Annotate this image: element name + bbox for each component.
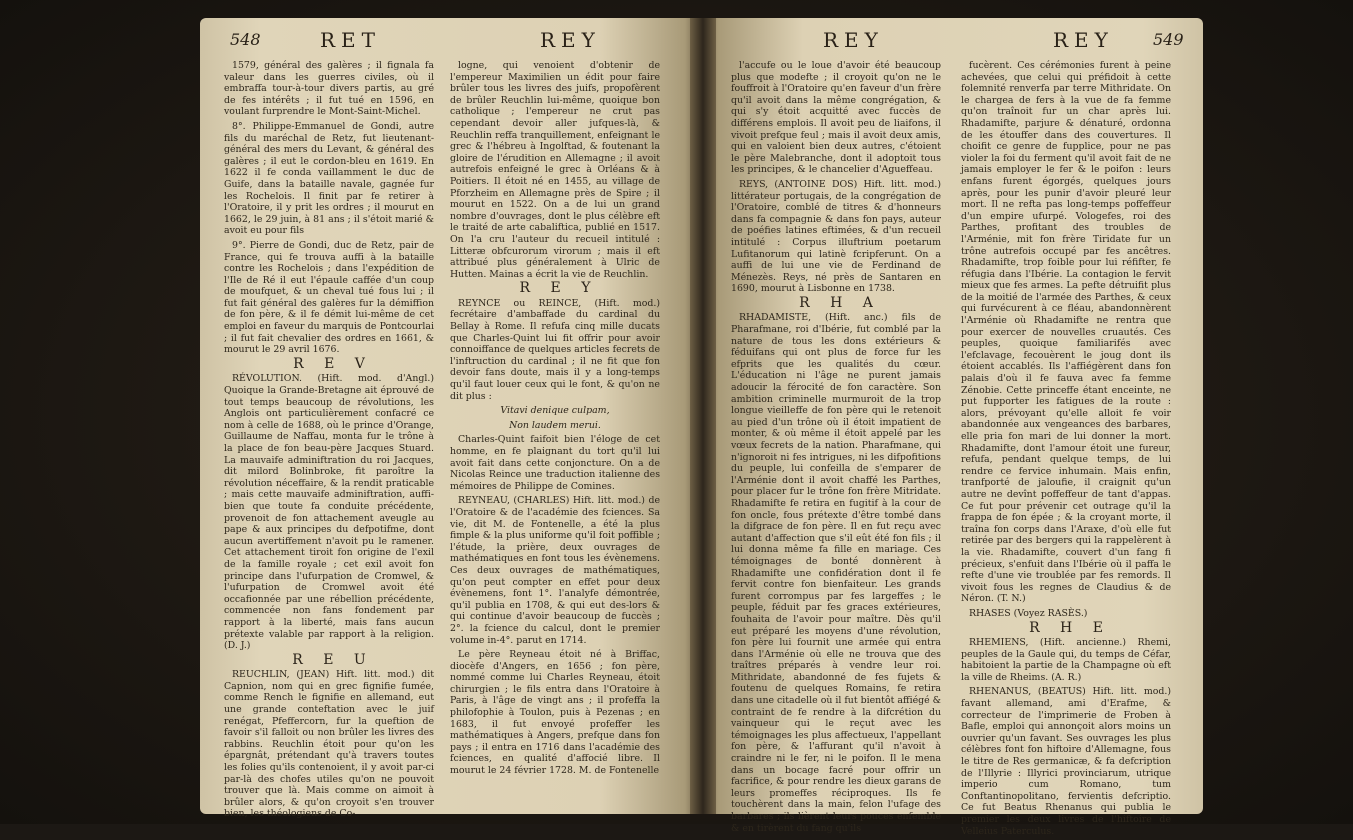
section-heading: R H A <box>799 294 881 311</box>
paragraph: RHEMIENS, (Hift. ancienne.) Rhemi, peuples de la Gaule qui, du temps de Céfar, habitoient la partie de la Champagne où eft la ville de Rheims. (A. R.) <box>961 637 1171 683</box>
paragraph: REYNEAU, (CHARLES) Hift. litt. mod.) de l'Oratoire & de l'académie des fciences. Sa vie, dit M. de Fontenelle, a été la plus fimple & la plus uniforme qu'il foit poffible ; l'étude, la prière, deux ouvrages de mathématiques en font tous les évènemens. Ces deux ouvrages de mathématiques, qu'on peut compter en effet pour deux évènemens, font 1°. l'analyfe démontrée, qu'il publia en 1708, & qui eut des-lors & qui continue d'avoir beaucoup de fuccès ; 2°. la fcience du calcul, dont le premier volume in-4°. parut en 1714. <box>450 495 660 646</box>
verse-line: Vitavi denique culpam, <box>500 405 610 417</box>
paragraph: RHENANUS, (BEATUS) Hift. litt. mod.) favant allemand, ami d'Erafme, & correcteur de l'imprimerie de Froben à Bafle, emploi qui annonçoit alors moins un ouvrier qu'un favant. Ses ouvrages les plus célèbres font fon hiftoire d'Allemagne, fous le titre de Res germanicæ, & fa defcription de l'Illyrie : Illyrici provinciarum, utrique imperio cum Romano, tum Conftantinopolitano, fervientis defcriptio. Ce fut Beatus Rhenanus qui publia le premier les deux livres de l'hiftoire de Velleius Paterculus. <box>961 686 1171 837</box>
section-heading: R E U <box>292 651 374 668</box>
running-head: REY <box>823 28 884 52</box>
verse-line: Non laudem merui. <box>509 419 601 431</box>
page-number: 549 <box>1153 30 1184 49</box>
paragraph: Charles-Quint faifoit bien l'éloge de cet homme, en fe plaignant du tort qu'il lui avoit fait dans cette conjoncture. On a de Nicolas Reince une traduction italienne des mémoires de Philippe de Comines. <box>450 434 660 492</box>
paragraph: REYNCE ou REINCE, (Hift. mod.) fecrétaire d'ambaffade du cardinal du Bellay à Rome. Il refufa cinq mille ducats que Charles-Quint lui fit offrir pour avoir connoiffance de quelques articles fecrets de l'inftruction du cardinal ; il ne fit que fon devoir fans doute, mais il y a long-temps qu'il faut louer ceux qui le font, & qu'on ne dit plus : <box>450 297 661 402</box>
text-column <box>224 60 434 823</box>
paragraph: 9°. Pierre de Gondi, duc de Retz, pair de France, qui fe trouva auffi à la bataille contre les Rochelois ; dans l'expédition de l'Ile de Ré il eut l'épaule caffée d'un coup de moufquet, & un cheval tué fous lui ; il fut fait général des galères fur la démiffion de fon père, & il fe démit lui-même de cet emploi en faveur du marquis de Pontcourlai ; il fut fait chevalier des ordres en 1661, & mourut le 29 avril 1676. <box>224 239 434 356</box>
paragraph: logne, qui venoient d'obtenir de l'empereur Maximilien un édit pour faire brûler tous les livres des juifs, propofèrent de brûler Reuchlin lui-même, quoique bon catholique ; l'empereur ne crut pas cependant devoir aller jufques-là, & Reuchlin reffa tranquillement, enfeignant le grec & l'hébreu à Ingolftad, & foutenant la gloire de l'érudition en Allemagne ; il avoit autrefois enfeigné le grec à Orléans & à Poitiers. Il étoit né en 1455, au village de Pforzheim en Allemagne près de Spire ; il mourut en 1522. On a de lui un grand nombre d'ouvrages, dont le plus célèbre eft le traité de arte cabaliftica, publié en 1517. On l'a cru l'auteur du recueil intitulé : Litteræ obfcurorum virorum ; mais il eft attribué plus généralement à Ulric de Hutten. Mainas a écrit la vie de Reuchlin. <box>450 60 660 280</box>
running-head: REY <box>540 28 601 52</box>
paragraph: 1579, général des galères ; il fignala fa valeur dans les guerres civiles, où il embraffa tour-à-tour divers partis, au gré de fes intérêts ; il fut tué en 1596, en voulant furprendre le Mont-Saint-Michel. <box>224 60 434 118</box>
paragraph: l'accufe ou le loue d'avoir été beaucoup plus que modefte ; il croyoit qu'on ne le fouffroit à l'Oratoire qu'en faveur d'un frère qu'il avoit dans la même congrégation, & qui s'y étoit acquitté avec fuccès de différens emplois. Il avoit peu de liaifons, il vivoit prefque feul ; mais il avoit deux amis, qui en valoient bien deux autres, c'étoient le père Malebranche, dont il adoptoit tous les principes, & le chancelier d'Agueffeau. <box>731 60 941 176</box>
page-number: 548 <box>230 30 261 49</box>
running-head: REY <box>1053 28 1114 52</box>
running-head: RET <box>320 28 381 52</box>
text-column <box>731 60 941 837</box>
right-page <box>703 18 1203 837</box>
paragraph: REYS, (ANTOINE DOS) Hift. litt. mod.) littérateur portugais, de la congrégation de l'Oratoire, comblé de titres & d'honneurs dans fa compagnie & dans fon pays, auteur de poéfies latines eftimées, & d'un recueil intitulé : Corpus illuftrium poetarum Lufitanorum qui latinè fcripferunt. On a auffi de lui une vie de Ferdinand de Ménezès. Reys, né près de Santaren en 1690, mourut à Lisbonne en 1738. <box>731 178 941 295</box>
book-gutter <box>690 18 716 814</box>
text-column <box>961 60 1171 840</box>
paragraph: REUCHLIN, (JEAN) Hift. litt. mod.) dit Capnion, nom qui en grec fignifie fumée, comme Rench le fignifie en allemand, eut une grande conteftation avec le juif renégat, Pfeffercorn, fur la queftion de favoir s'il falloit ou non brûler les livres des rabbins. Reuchlin étoit pour qu'on les épargnât, prétendant qu'à travers toutes les folies qu'ils contenoient, il y avoit par-ci par-là des chofes utiles qu'on ne pouvoit trouver que là. Mais comme on aimoit à brûler alors, & qu'on croyoit s'en trouver bien, les théologiens de Co- <box>224 669 434 820</box>
section-heading: R E Y <box>519 280 599 297</box>
section-heading: R E V <box>293 355 373 372</box>
paragraph: RHASES (Voyez RASÈS.) <box>969 607 1088 619</box>
left-page <box>200 18 700 820</box>
paragraph: RHADAMISTE, (Hift. anc.) fils de Pharafmane, roi d'Ibérie, fut comblé par la nature de tous les dons extérieurs & féduifans qui ont plus de force fur les efprits que les qualités du cœur. L'éducation ni l'âge ne purent jamais adoucir la férocité de fon caractère. Son ambition criminelle murmuroit de la trop longue vieilleffe de fon père qui le retenoit au pied d'un trône où il étoit impatient de monter, & où même il étoit appelé par les vœux fecrets de la nation. Pharafmane, qui n'ignoroit ni fes intrigues, ni les difpofitions du peuple, lui confeilla de s'emparer de l'Arménie dont il avoit chaffé les Parthes, pour placer fur le trône fon frère Mitridate. Rhadamifte fe retira en fugitif à la cour de fon oncle, fous prétexte d'être tombé dans la difgrace de fon père. Il en fut reçu avec autant d'affection que s'il eût été fon fils ; il lui donna même fa fille en mariage. Ces témoignages de bonté donnèrent à Rhadamifte une confidération dont il fe fervit contre fon bienfaiteur. Les grands furent corrompus par fes largeffes ; le peuple, féduit par fes graces extérieures, fouhaita de l'avoir pour maître. Dès qu'il eut préparé les moyens d'une révolution, fon père lui fournit une armée qui entra dans l'Arménie où elle ne trouva que des traîtres préparés à vendre leur roi. Mithridate, abandonné de fes fujets & foutenu de quelques Romains, fe retira dans une citadelle où il fut bientôt affiégé & contraint de fe rendre à la difcrétion du vainqueur qui le reçut avec les témoignages les plus affectueux, l'appellant fon père, & l'affurant qu'il n'avoit à craindre ni le fer, ni le poifon. Il le mena dans un bocage facré pour offrir un facrifice, & pour rendre les dieux garans de leurs promeffes réciproques. Ils fe touchèrent dans la main, felon l'ufage des barbares ; ils lièrent leurs pouces enfemble & en tirèrent du fang qu'ils <box>731 312 942 834</box>
paragraph: Le père Reyneau étoit né à Briffac, diocèfe d'Angers, en 1656 ; fon père, nommé comme lui Charles Reyneau, étoit chirurgien ; le fils entra dans l'Oratoire à Paris, à l'âge de vingt ans ; il profeffa la philofophie à Toulon, puis à Pezenas ; en 1683, il fut envoyé profeffer les mathématiques à Angers, prefque dans fon pays ; il entra en 1716 dans l'académie des fciences, en qualité d'affocié libre. Il mourut le 24 février 1728. M. de Fontenelle <box>450 649 660 777</box>
text-column <box>450 60 660 780</box>
paragraph: RÉVOLUTION. (Hift. mod. d'Angl.) Quoique la Grande-Bretagne ait éprouvé de tout temps beaucoup de révolutions, les Anglois ont particulièrement confacré ce nom à celle de 1688, où le prince d'Orange, Guillaume de Naffau, monta fur le trône à la place de fon beau-père Jacques Stuard. La mauvaife adminiftration du roi Jacques, dit milord Bolinbroke, fit paroître la révolution néceffaire, & la rendit praticable ; mais cette mauvaife adminiftration, auffi-bien que toute fa conduite précédente, provenoit de fon attachement aveugle au pape & aux principes du defpotifme, dont aucun avertiffement n'avoit pu le ramener. Cet attachement tiroit fon origine de l'exil de la famille royale ; cet exil avoit fon principe dans l'ufurpation de Cromwel, & l'ufurpation de Cromwel avoit été occafionnée par une rébellion précédente, commencée non fans fondement par rapport à la liberté, mais fans aucun prétexte valable par rapport à la religion. (D. J.) <box>224 373 434 652</box>
section-heading: R H E <box>1029 619 1111 636</box>
paragraph: fucèrent. Ces cérémonies furent à peine achevées, que celui qui préfidoit à cette folemnité renverfa par terre Mithridate. On le chargea de fers à la vue de fa femme qu'on traînoit fur un char après lui. Rhadamifte, parjure & dénaturé, ordonna de les étouffer dans des couvertures. Il choifit ce genre de fupplice, pour ne pas violer la foi du ferment qu'il avoit fait de ne jamais employer le fer & le poifon : leurs enfans furent égorgés, quelques jours après, pour les punir d'avoir pleuré leur mort. Il ne refta pas long-temps poffeffeur d'un empire ufurpé. Vologefes, roi des Parthes, profitant des troubles de l'Arménie, mit fon frère Tiridate fur un trône autrefois occupé par fes ancêtres. Rhadamifte, trop foible pour lui réfifter, fe réfugia dans l'Ibérie. La contagion le fervit mieux que fes armes. La pefte détruifit plus de la moitié de l'armée des Parthes, & ceux qui furvécurent à ce fléau, abandonnèrent l'Arménie où Rhadamifte ne rentra que pour exercer de nouvelles cruautés. Ces peuples, quoique familiarifés avec l'efclavage, fecouèrent le joug dont ils étoient accablés. Ils l'affiégèrent dans fon palais d'où il fe fauva avec fa femme Zénobie. Cette princeffe étant enceinte, ne put fupporter les fatigues de la route : alors, prévoyant qu'elle alloit fe voir abandonnée aux vengeances des barbares, elle pria fon mari de lui donner la mort. Rhadamifte, dont l'amour étoit une fureur, refufa, pendant quelque temps, de lui rendre ce fervice inhumain. Mais enfin, tranfporté de jaloufie, il craignit qu'un autre ne devînt poffeffeur de tant d'appas. Ce fut pour prévenir cet outrage qu'il la frappa de fon épée ; & la croyant morte, il traîna fon corps dans l'Araxe, d'où elle fut retirée par des bergers qui la rappelèrent à la vie. Rhadamifte, couvert d'un fang fi précieux, s'enfuit dans l'Ibérie où il paffa le refte d'une vie troublée par fes remords. Il vivoit fous les regnes de Claudius & de Néron. (T. N.) <box>961 60 1171 605</box>
paragraph: 8°. Philippe-Emmanuel de Gondi, autre fils du maréchal de Retz, fut lieutenant-général des mers du Levant, & général des galères ; il eut le cordon-bleu en 1619. En 1622 il fe conda vaillamment le duc de Guife, dans la bataille navale, gagnée fur les Rochelois. Il finit par fe retirer à l'Oratoire, il y prit les ordres ; il mourut en 1662, le 29 juin, à 81 ans ; il s'étoit marié & avoit eu pour fils <box>224 120 434 237</box>
